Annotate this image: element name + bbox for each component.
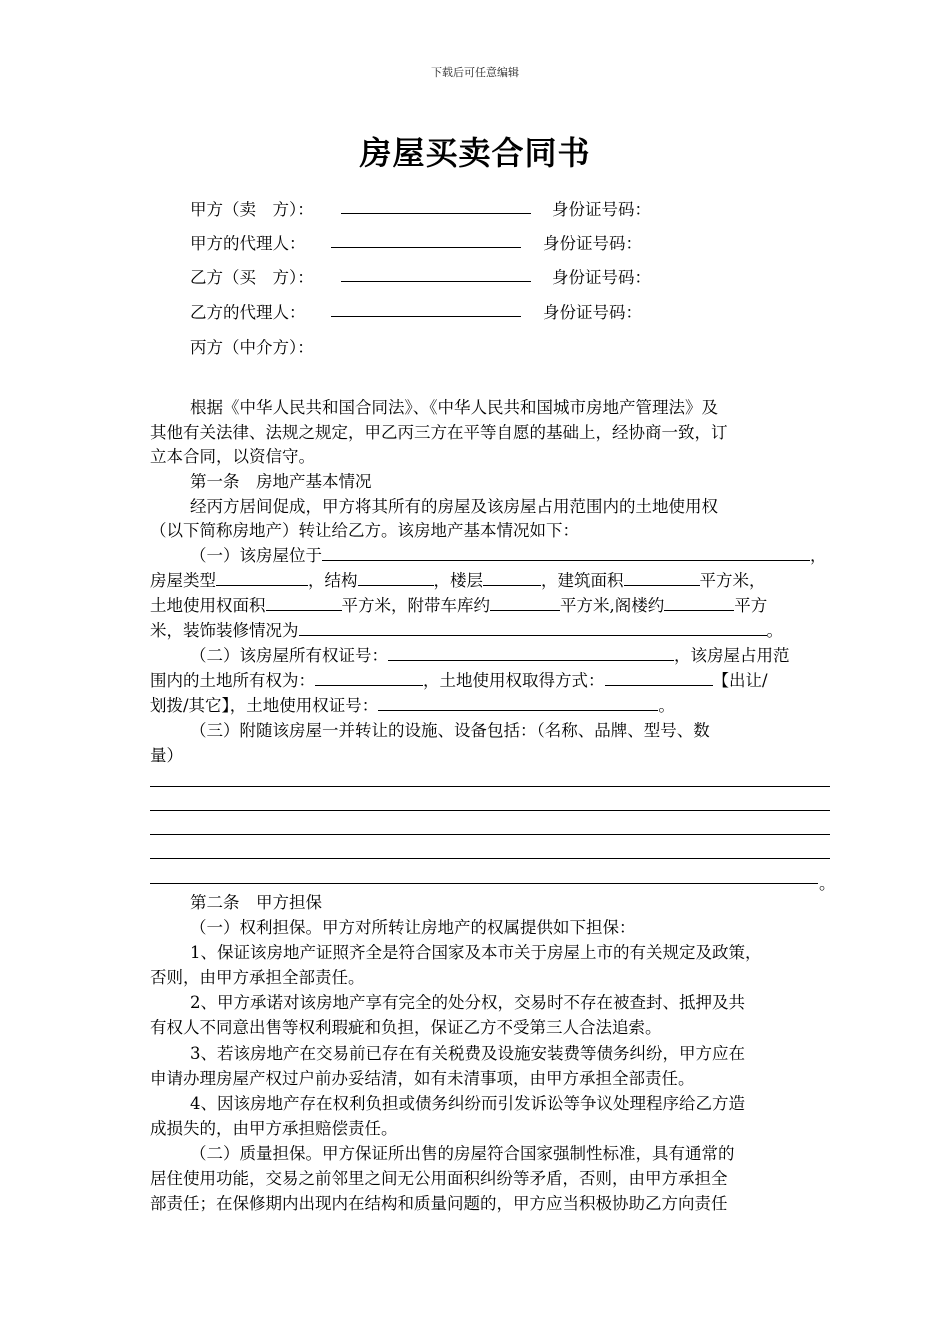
clause-3-line-2: 申请办理房屋产权过户前办妥结清，如有未清事项，由甲方承担全部责任。 — [150, 1069, 695, 1088]
quality-guarantee-line-1: （二）质量担保。甲方保证所出售的房屋符合国家强制性标准，具有通常的 — [190, 1144, 735, 1163]
house-type-line: 房屋类型 ，结构 ，楼层 ，建筑面积 平方米， — [150, 567, 766, 591]
facilities-field-4[interactable] — [150, 858, 830, 859]
land-acquire-method-field[interactable] — [605, 667, 713, 686]
decoration-field[interactable] — [299, 617, 767, 636]
buyer-name-field[interactable] — [341, 281, 531, 282]
buyer-agent-id-label: 身份证号码： — [543, 303, 642, 322]
intro-line-1: 根据《中华人民共和国合同法》、《中华人民共和国城市房地产管理法》及 — [190, 398, 718, 417]
facilities-end-mark: 。 — [819, 874, 836, 893]
location-line: （一）该房屋位于 ， — [190, 542, 827, 566]
floor-field[interactable] — [483, 567, 541, 586]
quality-guarantee-line-2: 居住使用功能，交易之前邻里之间无公用面积纠纷等矛盾，否则，由甲方承担全 — [150, 1169, 728, 1188]
clause-2-line-1: 2、甲方承诺对该房地产享有完全的处分权，交易时不存在被查封、抵押及共 — [190, 993, 745, 1012]
quality-guarantee-line-3: 部责任；在保修期内出现内在结构和质量问题的，甲方应当积极协助乙方向责任 — [150, 1194, 728, 1213]
facilities-field-5[interactable] — [150, 883, 818, 884]
intermediary-label: 丙方（中介方）： — [190, 338, 314, 357]
land-area-line: 土地使用权面积 平方米，附带车库约 平方米,阁楼约 平方 — [150, 592, 767, 616]
facilities-field-2[interactable] — [150, 810, 830, 811]
facilities-line-2: 量） — [150, 746, 183, 765]
seller-label: 甲方（卖 方）： — [190, 200, 314, 219]
clause-4-line-2: 成损失的，由甲方承担赔偿责任。 — [150, 1119, 398, 1138]
page-title: 房屋买卖合同书 — [359, 134, 591, 172]
buyer-agent-label: 乙方的代理人： — [190, 303, 306, 322]
facilities-field-3[interactable] — [150, 834, 830, 835]
article2-heading: 第二条 甲方担保 — [190, 893, 322, 912]
land-ownership-field[interactable] — [315, 667, 423, 686]
location-field[interactable] — [322, 542, 810, 561]
intro-line-2: 其他有关法律、法规之规定，甲乙丙三方在平等自愿的基础上，经协商一致，订 — [150, 423, 728, 442]
land-ownership-line: 围内的土地所有权为： ，土地使用权取得方式： 【出让/ — [150, 667, 768, 691]
house-type-field[interactable] — [216, 567, 308, 586]
seller-id-label: 身份证号码： — [552, 200, 651, 219]
facilities-field-1[interactable] — [150, 786, 830, 787]
garage-area-field[interactable] — [490, 592, 560, 611]
buyer-id-label: 身份证号码： — [552, 268, 651, 287]
article1-para-line-1: 经丙方居间促成，甲方将其所有的房屋及该房屋占用范围内的土地使用权 — [190, 497, 718, 516]
buyer-agent-field[interactable] — [331, 316, 521, 317]
facilities-line-1: （三）附随该房屋一并转让的设施、设备包括：（名称、品牌、型号、数 — [190, 721, 710, 740]
building-area-field[interactable] — [624, 567, 700, 586]
clause-1-line-1: 1、保证该房地产证照齐全是符合国家及本市关于房屋上市的有关规定及政策， — [190, 943, 762, 962]
article2-rights-guarantee: （一）权利担保。甲方对所转让房地产的权属提供如下担保： — [190, 918, 636, 937]
location-label: （一）该房屋位于 — [190, 546, 322, 565]
land-area-field[interactable] — [266, 592, 342, 611]
land-cert-line: 划拨/其它】，土地使用权证号： 。 — [150, 692, 675, 716]
decoration-line: 米，装饰装修情况为 。 — [150, 617, 783, 641]
clause-2-line-2: 有权人不同意出售等权利瑕疵和负担，保证乙方不受第三人合法追索。 — [150, 1018, 662, 1037]
header-note: 下载后可任意编辑 — [431, 66, 519, 79]
ownership-cert-field[interactable] — [388, 642, 674, 661]
clause-1-line-2: 否则，由甲方承担全部责任。 — [150, 968, 365, 987]
structure-field[interactable] — [358, 567, 434, 586]
intro-line-3: 立本合同，以资信守。 — [150, 447, 315, 466]
clause-4-line-1: 4、因该房地产存在权利负担或债务纠纷而引发诉讼等争议处理程序给乙方造 — [190, 1094, 745, 1113]
article1-para-line-2: （以下简称房地产）转让给乙方。该房地产基本情况如下： — [150, 521, 579, 540]
buyer-label: 乙方（买 方）： — [190, 268, 314, 287]
land-cert-field[interactable] — [378, 692, 658, 711]
seller-agent-field[interactable] — [331, 247, 521, 248]
seller-agent-id-label: 身份证号码： — [543, 234, 642, 253]
clause-3-line-1: 3、若该房地产在交易前已存在有关税费及设施安装费等债务纠纷，甲方应在 — [190, 1044, 745, 1063]
ownership-cert-line: （二）该房屋所有权证号： ，该房屋占用范 — [190, 642, 790, 666]
attic-area-field[interactable] — [664, 592, 734, 611]
seller-name-field[interactable] — [341, 213, 531, 214]
article1-heading: 第一条 房地产基本情况 — [190, 472, 372, 491]
seller-agent-label: 甲方的代理人： — [190, 234, 306, 253]
